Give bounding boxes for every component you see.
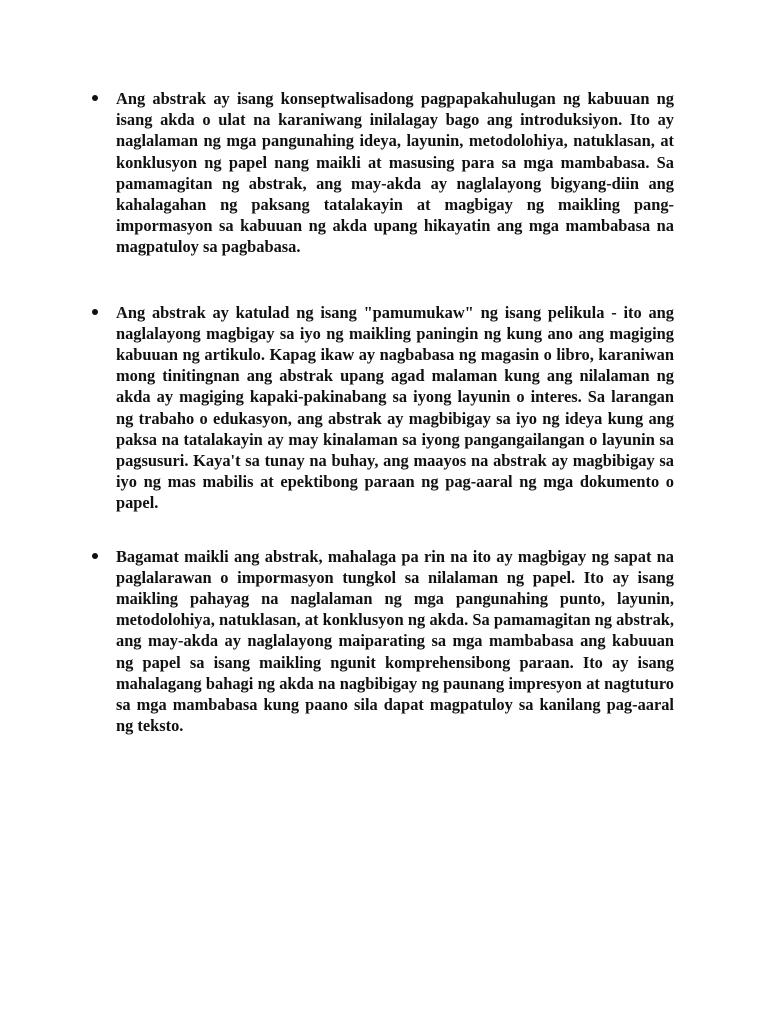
bullet-icon	[92, 95, 98, 101]
paragraph-text: Ang abstrak ay isang konseptwalisadong pagpapakahulugan ng kabuuan ng isang akda o ulat na karaniwang inilalagay bago ang introduksiyon. Ito ay naglalaman ng mga pangunahing ideya, layunin, metodolohiya, natuklasan, at konklusyon ng papel nang maikli at masusing para sa mga mambabasa. Sa pamamagitan ng abstrak, ang may-akda ay naglalayong bigyang-diin ang kahalagahan ng paksang tatalakayin at magbigay ng maikling pang-impormasyon sa kabuuan ng akda upang hikayatin ang mga mambabasa na magpatuloy sa pagbabasa.	[116, 89, 674, 257]
bullet-item-1	[88, 88, 674, 258]
paragraph-text: Bagamat maikli ang abstrak, mahalaga pa rin na ito ay magbigay ng sapat na paglalarawan o impormasyon tungkol sa nilalaman ng papel. Ito ay isang maikling pahayag na naglalaman ng mga pangunahing punto, layunin, metodolohiya, natuklasan, at konklusyon ng akda. Sa pamamagitan ng abstrak, ang may-akda ay naglalayong maiparating sa mga mambabasa ang kabuuan ng papel sa isang maikling ngunit komprehensibong paraan. Ito ay isang mahalagang bahagi ng akda na nagbibigay ng paunang impresyon at nagtuturo sa mga mambabasa kung paano sila dapat magpatuloy sa kanilang pag-aaral ng teksto.	[116, 546, 674, 736]
bullet-item-3	[88, 546, 674, 737]
paragraph-text: Ang abstrak ay katulad ng isang "pamumukaw" ng isang pelikula - ito ang naglalayong magbigay sa iyo ng maikling paningin ng kung ano ang magiging kabuuan ng artikulo. Kapag ikaw ay nagbabasa ng magasin o libro, karaniwan mong tinitingnan ang abstrak upang agad malaman kung ang nilalaman ng akda ay magiging kapaki-pakinabang sa iyong layunin o interes. Sa larangan ng trabaho o edukasyon, ang abstrak ay magbibigay sa iyo ng ideya kung ang paksa na tatalakayin ay may kinalaman sa iyong pangangailangan o layunin sa pagsusuri. Kaya't sa tunay na buhay, ang maayos na abstrak ay magbibigay sa iyo ng mas mabilis at epektibong paraan ng pag-aaral ng mga dokumento o papel.	[116, 302, 674, 513]
bullet-list	[88, 88, 674, 736]
bullet-icon	[92, 309, 98, 315]
bullet-icon	[92, 553, 98, 559]
bullet-item-2	[88, 302, 674, 514]
